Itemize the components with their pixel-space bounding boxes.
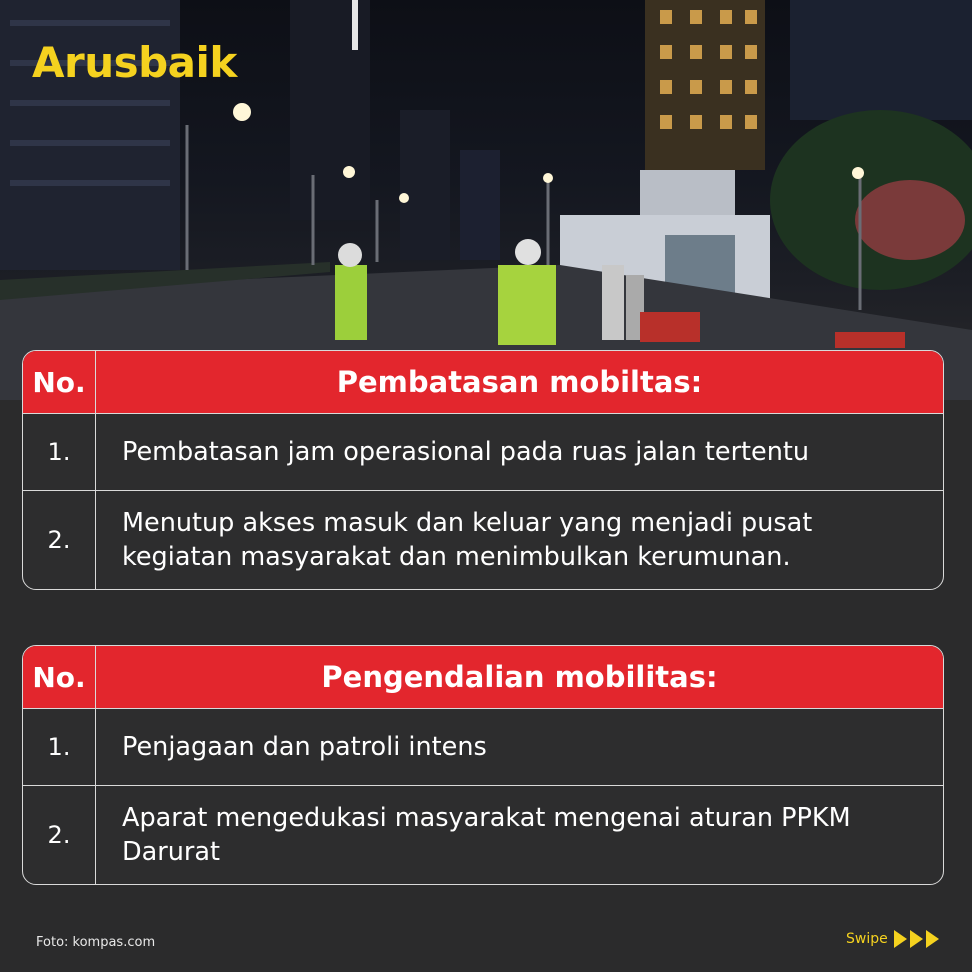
header-no: No.: [23, 351, 96, 413]
row-text: Aparat mengedukasi masyarakat mengenai aturan PPKM Darurat: [122, 803, 851, 867]
background-photo: [0, 0, 972, 400]
restriction-table: [22, 350, 944, 590]
table-row: [23, 785, 943, 884]
row-number: 2.: [23, 491, 96, 589]
table-row: [23, 708, 943, 785]
brand-logo: Arusbaik: [32, 38, 237, 87]
row-number: 1.: [23, 414, 96, 490]
swipe-button[interactable]: [846, 929, 940, 949]
row-text: Penjagaan dan patroli intens: [122, 732, 487, 762]
control-table: [22, 645, 944, 885]
row-number: 1.: [23, 709, 96, 785]
table-header: [23, 351, 943, 413]
row-number: 2.: [23, 786, 96, 884]
table-row: [23, 490, 943, 589]
photo-credit: Foto: kompas.com: [36, 935, 156, 950]
table-row: [23, 413, 943, 490]
triple-chevron-right-icon: [894, 929, 940, 949]
header-title: Pengendalian mobilitas:: [321, 660, 718, 694]
header-title: Pembatasan mobiltas:: [336, 365, 703, 399]
swipe-label: Swipe: [846, 931, 888, 947]
header-no: No.: [23, 646, 96, 708]
table-header: [23, 646, 943, 708]
row-text: Pembatasan jam operasional pada ruas jalan tertentu: [122, 437, 810, 467]
row-text: Menutup akses masuk dan keluar yang menjadi pusat kegiatan masyarakat dan menimbulkan kerumunan.: [122, 508, 813, 572]
